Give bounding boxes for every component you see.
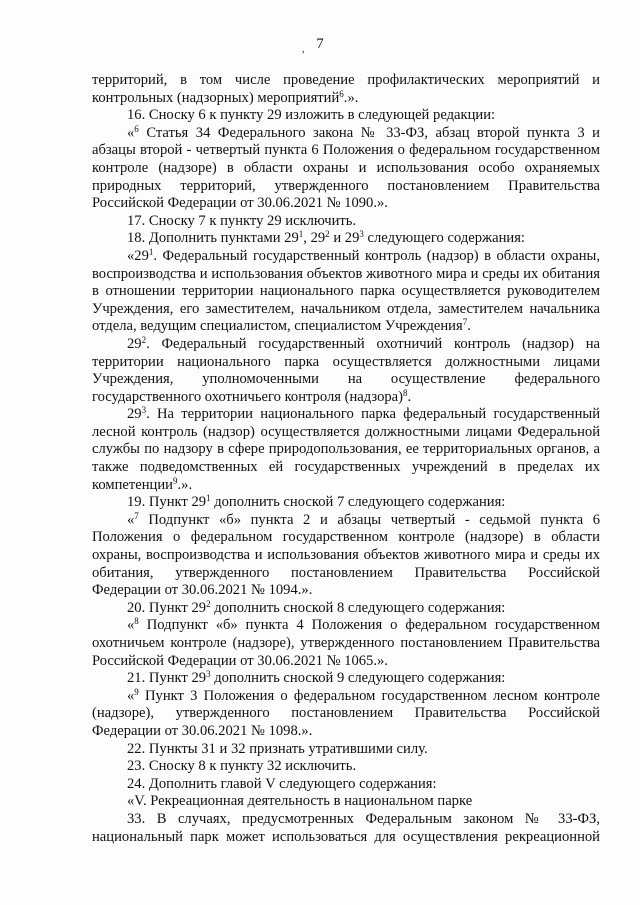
paragraph-text: дополнить сноской 9 следующего содержания: <box>210 670 506 687</box>
paragraph-text: . Федеральный государственный охотничий контроль (надзор) на территории национального парка осуществляется должностными лицами Учреждения, уполномоченными на осуществление федерального государственного охотничьего контроля (надзора) <box>92 335 604 405</box>
footnote-reference: 3 <box>359 229 364 240</box>
paragraph <box>92 405 604 494</box>
footnote-reference: 2 <box>141 334 147 345</box>
paragraph-text: Статья 34 Федерального закона № 33-ФЗ, абзац второй пункта 3 и абзацы второй - четвертый пункта 6 Положения о федеральном государственном контроле (надзоре) в области охраны и использования особо охраняемых природных территорий, утвержденного постановлением Правительства Российской Федерации от 30.06.2021 № 1090.». <box>92 124 604 212</box>
footnote-reference: 2 <box>206 598 211 609</box>
footnote-reference: 6 <box>134 123 139 134</box>
paragraph <box>92 230 600 248</box>
document-body <box>92 72 604 846</box>
paragraph-text: 29 <box>127 335 142 352</box>
footnote-reference: 7 <box>462 317 468 328</box>
paragraph-text: 29 <box>127 406 142 423</box>
paragraph-text: следующего содержания: <box>363 230 525 247</box>
paragraph <box>92 246 604 336</box>
paragraph-text: территорий, в том числе проведение профилактических мероприятий и контрольных (надзорных) мероприятий <box>92 72 604 106</box>
paragraph <box>92 616 604 670</box>
paragraph <box>92 741 600 759</box>
paragraph-text: . Федеральный государственный контроль (надзор) в области охраны, воспроизводства и использования объектов животного мира и среды их обитания в отношении территории национального парка осуществляется руководителем Учреждения, его заместителем, начальником отдела, заместителем начальника отдела, ведущим специалистом, специалистом Учреждения <box>92 247 604 335</box>
paragraph <box>92 72 604 107</box>
paragraph <box>92 670 600 688</box>
paragraph-text: Пункт 3 Положения о федеральном государственном лесном контроле (надзоре), утвержденного постановлением Правительства Российской Федерации от 30.06.2021 № 1098.». <box>92 687 604 739</box>
footnote-reference: 7 <box>134 510 139 521</box>
paragraph <box>92 758 600 776</box>
page-number: 7 <box>316 36 324 52</box>
paragraph-text: « <box>127 687 135 704</box>
footnote-reference: 3 <box>141 405 147 416</box>
paragraph-text: 24. Дополнить главой V следующего содержания: <box>127 775 437 792</box>
paragraph <box>92 776 600 794</box>
paragraph-text: .». <box>343 89 359 106</box>
paragraph <box>92 107 600 125</box>
paragraph-text: 16. Сноску 6 к пункту 29 изложить в следующей редакции: <box>127 107 496 124</box>
paragraph-text: дополнить сноской 7 следующего содержания: <box>210 494 506 511</box>
paragraph-text: « <box>127 511 135 528</box>
paragraph-text: « <box>127 617 135 634</box>
footnote-reference: 6 <box>339 88 344 99</box>
paragraph-text: . <box>407 388 412 405</box>
paragraph-text: 23. Сноску 8 к пункту 32 исключить. <box>127 758 357 775</box>
paragraph-text: Подпункт «б» пункта 2 и абзацы четвертый - седьмой пункта 6 Положения о федеральном государственном контроле (надзоре) в области охраны, воспроизводства и использования объектов животного мира и среды их обитания, утвержденного постановлением Правительства Российской Федерации от 30.06.2021 № 1094.». <box>92 511 604 599</box>
paragraph <box>92 600 600 618</box>
paragraph-text: Подпункт «б» пункта 4 Положения о федеральном государственном охотничьем контроле (надзоре), утвержденного постановлением Правительства Российской Федерации от 30.06.2021 № 1065.». <box>92 617 604 669</box>
paragraph-text: «29 <box>127 247 149 264</box>
paragraph-text: .». <box>177 476 193 493</box>
paragraph-text: 22. Пункты 31 и 32 признать утратившими силу. <box>127 740 428 757</box>
paragraph <box>92 334 604 406</box>
page-mark: , <box>302 44 305 55</box>
footnote-reference: 2 <box>325 229 330 240</box>
paragraph-text: 19. Пункт 29 <box>127 494 207 511</box>
footnote-reference: 8 <box>403 387 408 398</box>
footnote-reference: 1 <box>148 246 154 257</box>
footnote-reference: 9 <box>134 686 139 697</box>
footnote-reference: 1 <box>298 229 304 240</box>
paragraph-text: 21. Пункт 29 <box>127 670 207 687</box>
paragraph-text: 20. Пункт 29 <box>127 599 207 616</box>
paragraph <box>92 810 604 846</box>
paragraph <box>92 494 600 512</box>
paragraph-text: и 29 <box>329 230 360 247</box>
paragraph-text: 17. Сноску 7 к пункту 29 исключить. <box>127 212 357 229</box>
footnote-reference: 3 <box>206 669 211 680</box>
paragraph-text: «V. Рекреационная деятельность в национальном парке <box>127 793 473 810</box>
paragraph-text: . <box>467 318 471 335</box>
footnote-reference: 1 <box>206 493 211 504</box>
footnote-reference: 9 <box>173 475 178 486</box>
paragraph-text: , 29 <box>303 230 326 247</box>
paragraph <box>92 686 604 741</box>
paragraph <box>92 793 600 811</box>
paragraph <box>92 510 604 600</box>
paragraph-text: « <box>127 124 135 141</box>
paragraph <box>92 213 600 231</box>
paragraph <box>92 123 604 213</box>
paragraph-text: 18. Дополнить пунктами 29 <box>127 230 299 247</box>
footnote-reference: 8 <box>134 616 139 627</box>
paragraph-text: дополнить сноской 8 следующего содержания: <box>210 599 506 616</box>
paragraph-text: 33. В случаях, предусмотренных Федеральным законом № 33-ФЗ, национальный парк может использоваться для осуществления рекреационной <box>92 810 604 845</box>
paragraph-text: . На территории национального парка федеральный государственный лесной контроль (надзор) осуществляется должностными лицами Федеральной службы по надзору в сфере природопользования, ее территориальных органов, а также подведомственных ей государственных учреждений в пределах их компетенции <box>92 406 604 493</box>
